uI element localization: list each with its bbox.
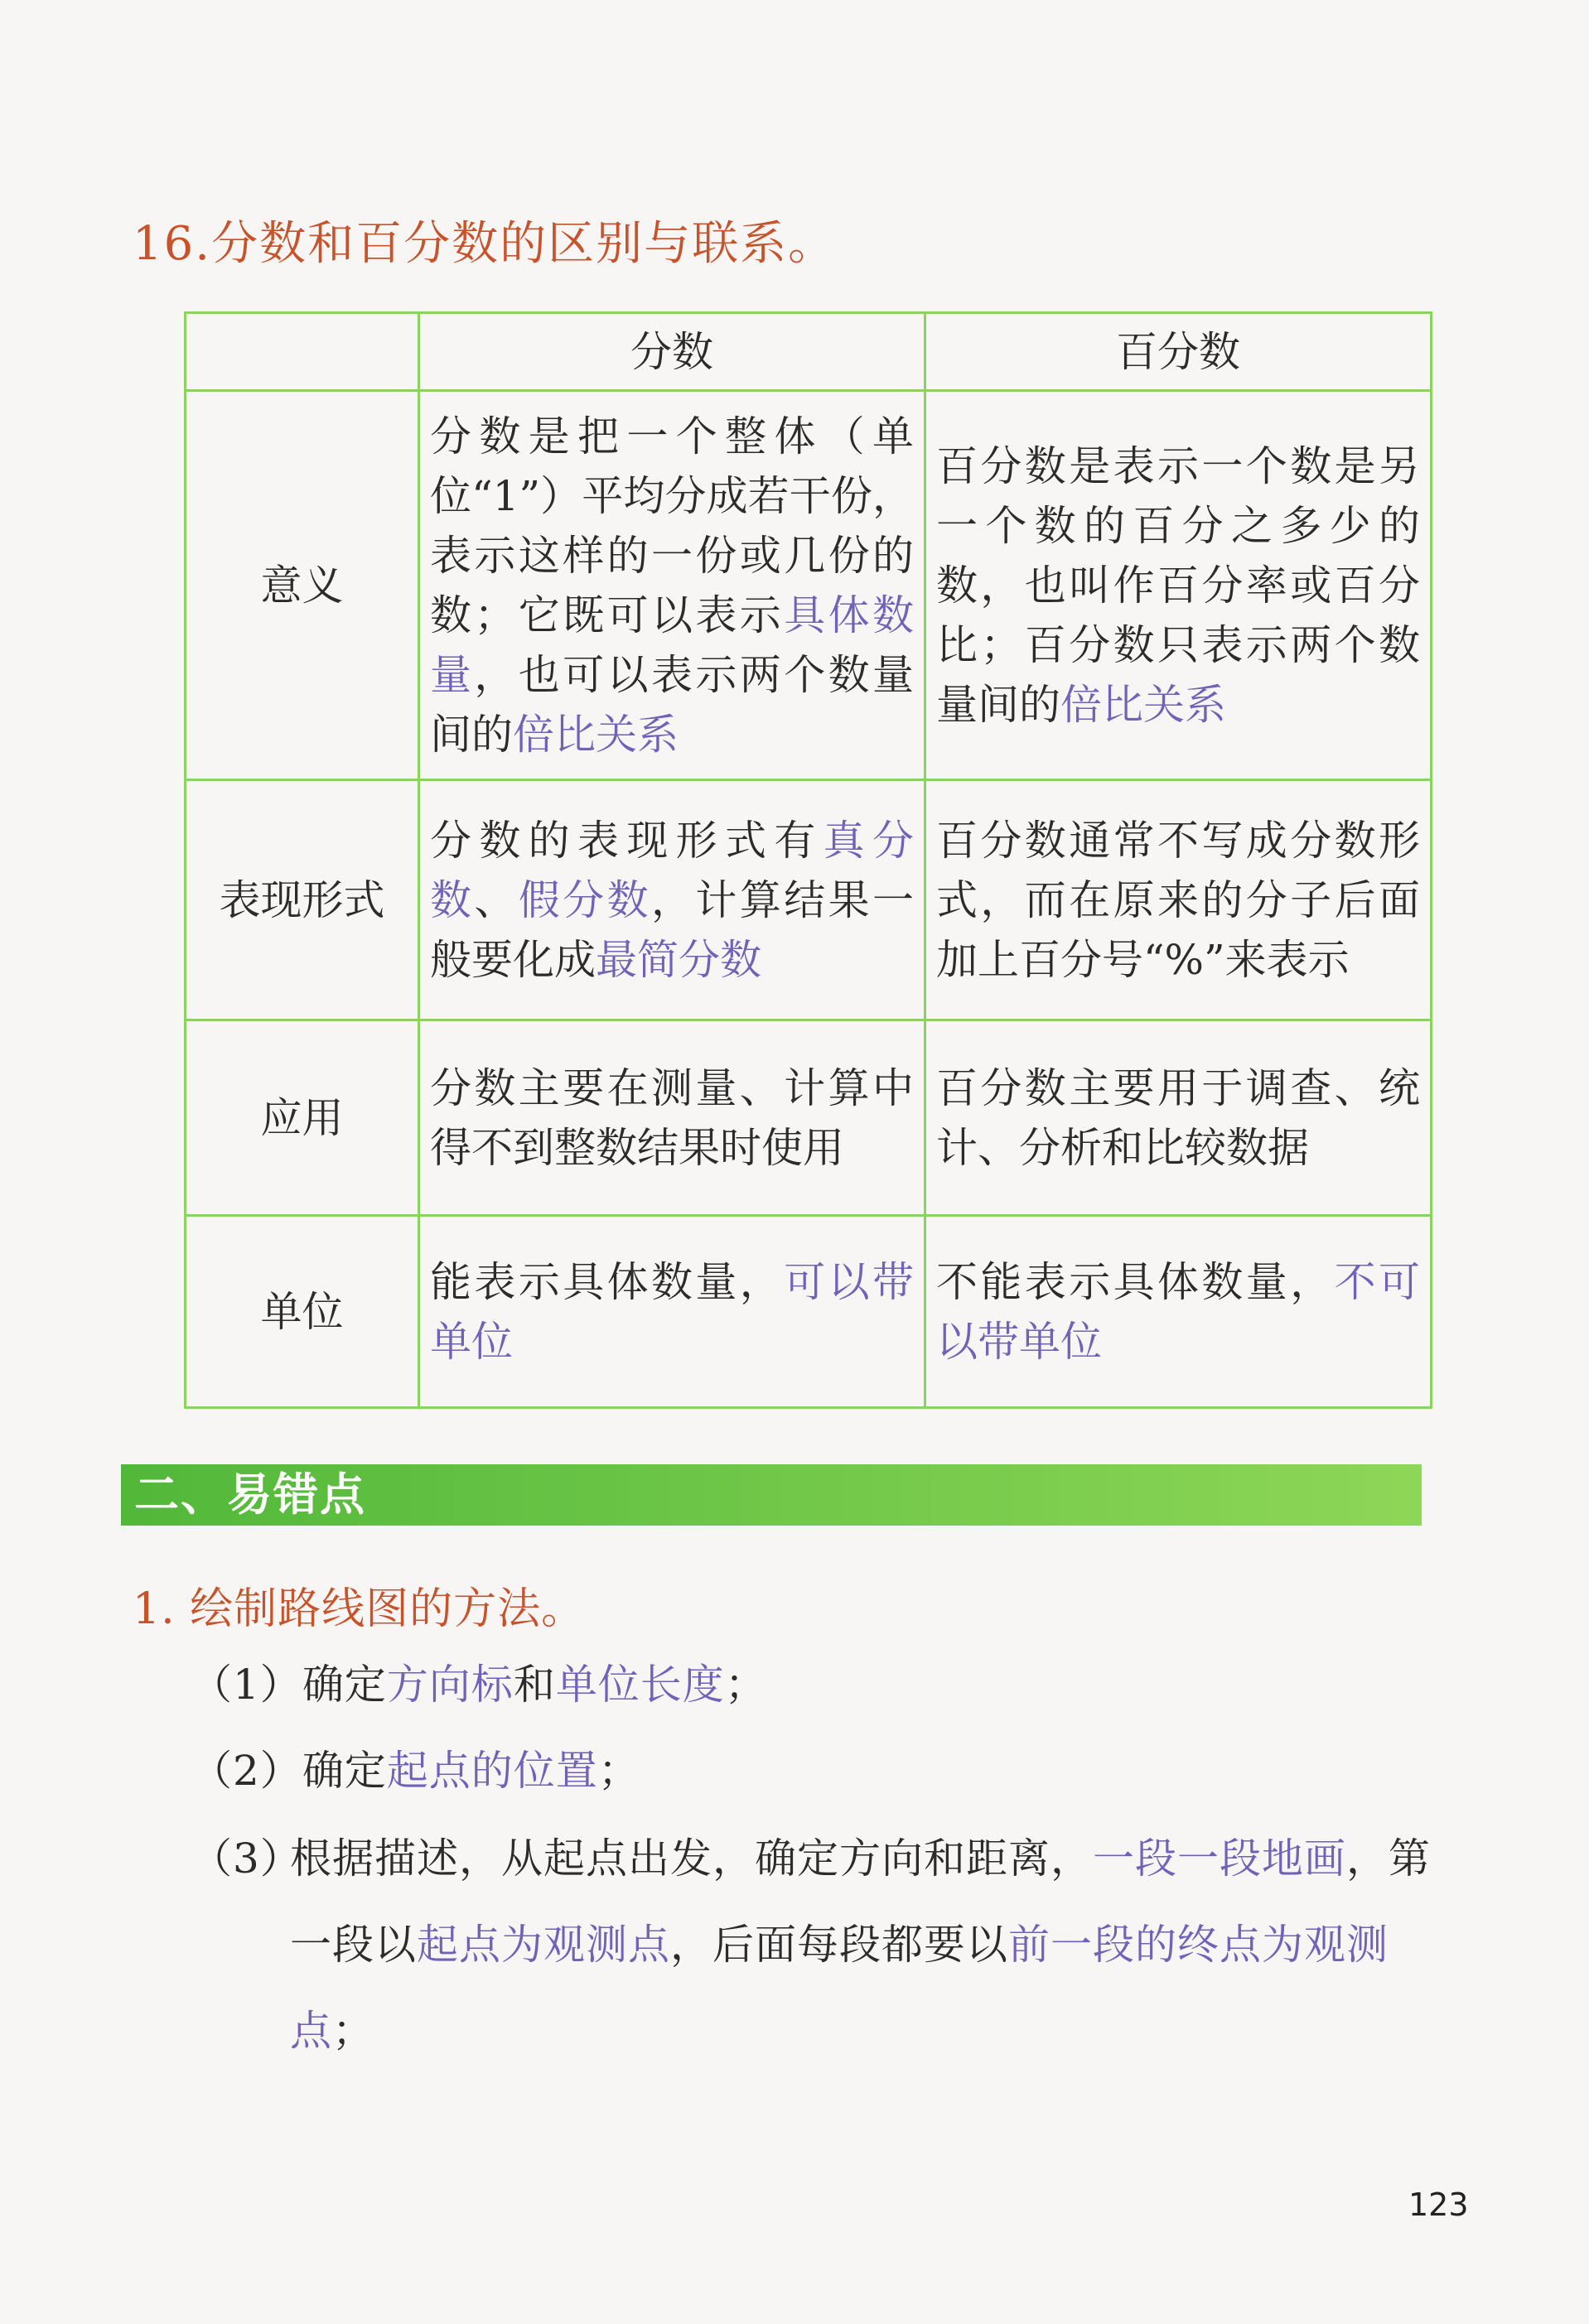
row-label-meaning: 意义 bbox=[186, 391, 419, 780]
body-text: ； bbox=[597, 1747, 640, 1795]
table-header-fraction: 分数 bbox=[419, 313, 925, 391]
highlight-text: 不可以带单位 bbox=[936, 1257, 1421, 1366]
cell-percent-meaning bbox=[925, 391, 1432, 780]
row-label-form: 表现形式 bbox=[186, 780, 419, 1020]
body-text: 百分数是表示一个数是另一个数的百分之多少的数，也叫作百分率或百分比；百分数只表示两个数量间的 bbox=[936, 441, 1420, 729]
step-2-text bbox=[302, 1747, 640, 1795]
table-row bbox=[186, 780, 1432, 1020]
highlight-text: 假分数 bbox=[518, 875, 652, 924]
body-text: 不能表示具体数量， bbox=[936, 1257, 1335, 1306]
section-16-title: 分数和百分数的区别与联系。 bbox=[211, 217, 837, 271]
step-2-number: （2） bbox=[191, 1747, 302, 1795]
body-text: ，也可以表示两个数量间的 bbox=[430, 650, 915, 759]
body-text: 百分数通常不写成分数形式，而在原来的分子后面加上百分号“%”来表示 bbox=[936, 816, 1420, 984]
cell-percent-unit bbox=[925, 1216, 1432, 1408]
cell-percent-form bbox=[925, 780, 1432, 1020]
cell-fraction-form bbox=[419, 780, 925, 1020]
step-3-number: （3） bbox=[191, 1835, 302, 1883]
step-3-text bbox=[290, 1835, 1431, 2055]
body-text: ，后面每段都要以 bbox=[670, 1921, 1008, 1969]
section-16-heading bbox=[133, 207, 836, 273]
highlight-text: 真分数 bbox=[430, 816, 915, 924]
highlight-text: 倍比关系 bbox=[1060, 680, 1226, 729]
cell-fraction-unit bbox=[419, 1216, 925, 1408]
body-text: ； bbox=[332, 2007, 374, 2055]
section-2-banner bbox=[121, 1464, 1422, 1526]
table-row bbox=[186, 1216, 1432, 1408]
cell-fraction-meaning bbox=[419, 391, 925, 780]
cell-fraction-application bbox=[419, 1020, 925, 1216]
step-2 bbox=[191, 1728, 1450, 1814]
highlight-text: 一段一段地画 bbox=[1093, 1835, 1346, 1883]
step-1 bbox=[191, 1642, 1450, 1728]
body-text: 根据描述，从起点出发，确定方向和距离， bbox=[290, 1835, 1093, 1883]
body-text: 、 bbox=[474, 875, 519, 924]
table-row bbox=[186, 1020, 1432, 1216]
step-3 bbox=[191, 1815, 1450, 2074]
body-text: 能表示具体数量， bbox=[430, 1257, 785, 1306]
body-text: ，第一段以 bbox=[290, 1835, 1431, 1969]
highlight-text: 最简分数 bbox=[596, 935, 761, 984]
section-2-banner-text: 二、易错点 bbox=[134, 1468, 366, 1521]
body-text: 确定 bbox=[302, 1661, 387, 1709]
body-text: 百分数主要用于调查、统计、分析和比较数据 bbox=[936, 1063, 1420, 1172]
body-text: 分数主要在测量、计算中得不到整数结果时使用 bbox=[430, 1063, 914, 1172]
highlight-text: 方向标 bbox=[386, 1661, 514, 1709]
highlight-text: 可以带单位 bbox=[430, 1257, 915, 1366]
body-text: ； bbox=[724, 1661, 767, 1709]
highlight-text: 起点的位置 bbox=[386, 1747, 598, 1795]
page-number: 123 bbox=[1408, 2187, 1469, 2223]
body-text: 和 bbox=[513, 1661, 556, 1709]
row-label-unit: 单位 bbox=[186, 1216, 419, 1408]
cell-percent-application bbox=[925, 1020, 1432, 1216]
highlight-text: 倍比关系 bbox=[513, 710, 679, 759]
table-row bbox=[186, 391, 1432, 780]
row-label-application: 应用 bbox=[186, 1020, 419, 1216]
step-1-text bbox=[302, 1661, 767, 1709]
item-1-title: 1. 绘制路线图的方法。 bbox=[133, 1584, 586, 1634]
body-text: 确定 bbox=[302, 1747, 387, 1795]
highlight-text: 单位长度 bbox=[555, 1661, 725, 1709]
body-text: ，计算结果一般要化成 bbox=[430, 875, 915, 984]
comparison-table bbox=[184, 311, 1432, 1409]
highlight-text: 起点为观测点 bbox=[417, 1921, 670, 1969]
highlight-text: 具体数量 bbox=[430, 591, 915, 699]
body-text: 分数是把一个整体（单位“1”）平均分成若干份，表示这样的一份或几份的数；它既可以表示 bbox=[430, 412, 914, 639]
body-text: 分数的表现形式有 bbox=[430, 816, 823, 865]
highlight-text: 前一段的终点为观测点 bbox=[290, 1921, 1389, 2055]
step-1-number: （1） bbox=[191, 1661, 302, 1709]
table-header-corner bbox=[186, 313, 419, 391]
section-16-number: 16. bbox=[133, 217, 212, 271]
table-header-percent: 百分数 bbox=[925, 313, 1432, 391]
table-header-row bbox=[186, 313, 1432, 391]
